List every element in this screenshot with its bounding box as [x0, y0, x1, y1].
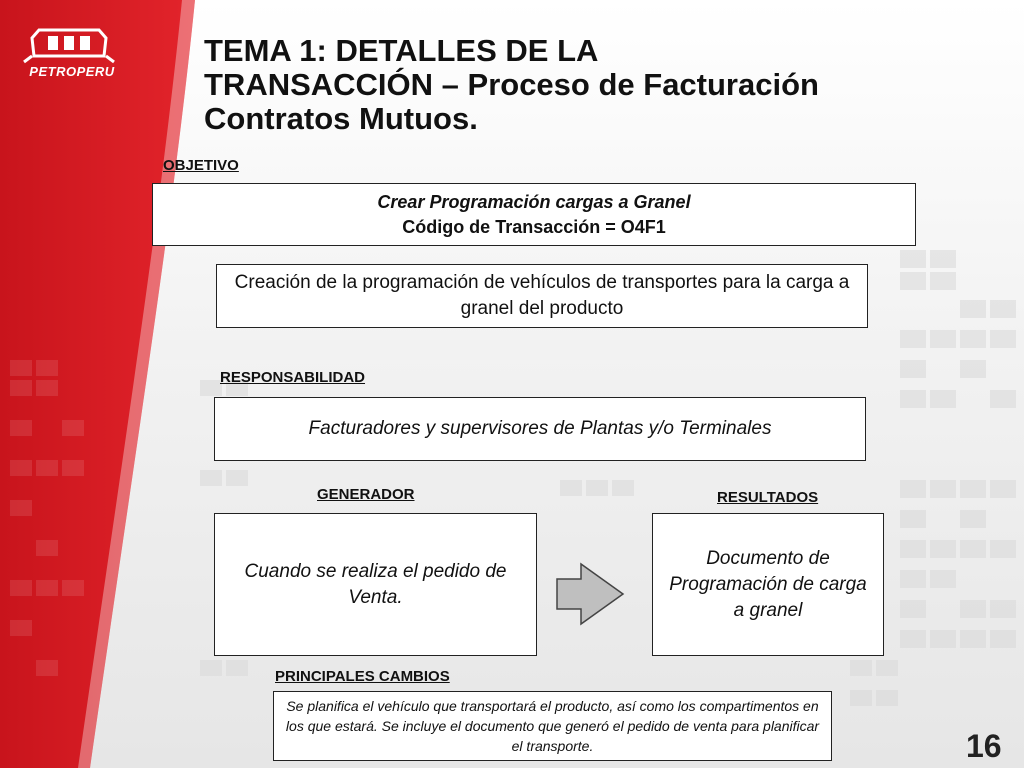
right-arrow-icon: [555, 562, 627, 626]
principales-cambios-label: PRINCIPALES CAMBIOS: [275, 668, 450, 685]
responsabilidad-label: RESPONSABILIDAD: [220, 369, 366, 386]
generador-text: Cuando se realiza el pedido de Venta.: [244, 560, 507, 608]
objetivo-box: [152, 183, 916, 246]
resultados-label: RESULTADOS: [717, 489, 819, 506]
resultados-text: Documento de Programación de carga a granel: [669, 547, 867, 621]
objetivo-line-1: Crear Programación cargas a Granel: [377, 191, 691, 212]
objetivo-line-2: Código de Transacción = O4F1: [402, 216, 666, 237]
objetivo-label: OBJETIVO: [163, 157, 239, 174]
title-line: Contratos Mutuos.: [204, 101, 478, 136]
objetivo-description: Creación de la programación de vehículos de transportes para la carga a granel del producto: [234, 272, 850, 319]
page-number: 16: [966, 728, 1002, 764]
principales-cambios-box: [273, 691, 832, 761]
objetivo-description-box: [216, 264, 868, 328]
title-line: TEMA 1: DETALLES DE LA: [204, 33, 599, 68]
principales-cambios-text: Se planifica el vehículo que transportará el producto, así como los compartimentos en los que estará. Se incluye el documento que generó el pedido de venta para planificar el transporte.: [285, 698, 820, 754]
responsabilidad-box: [214, 397, 866, 461]
generador-label: GENERADOR: [317, 486, 415, 503]
logo-wordmark: PETROPERU: [29, 64, 115, 79]
slide-title: [204, 34, 924, 136]
title-line: TRANSACCIÓN – Proceso de Facturación: [204, 67, 819, 102]
responsabilidad-text: Facturadores y supervisores de Plantas y/o Terminales: [308, 418, 772, 439]
resultados-box: [652, 513, 884, 656]
generador-box: [214, 513, 537, 656]
